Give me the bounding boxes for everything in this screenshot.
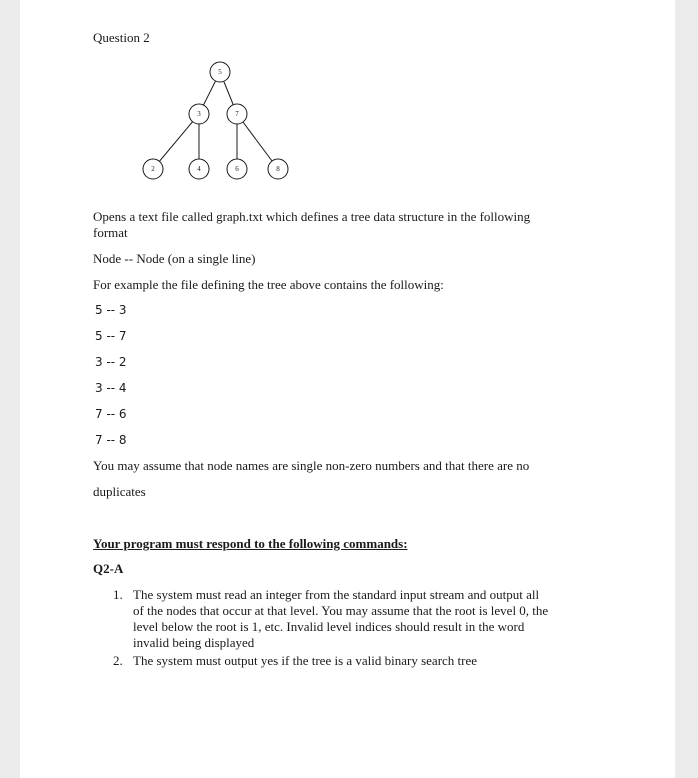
file-line: 3 -- 4 [95, 381, 127, 395]
tree-node-label: 7 [235, 110, 239, 118]
intro-text-line: format [93, 225, 128, 240]
document-page [20, 0, 675, 778]
assumption-text-line: You may assume that node names are single non-zero numbers and that there are no [93, 458, 530, 473]
commands-heading: Your program must respond to the following commands: [93, 536, 408, 551]
question-title: Question 2 [93, 30, 150, 45]
list-item-number: 2. [113, 653, 123, 668]
tree-node-label: 3 [197, 110, 201, 118]
tree-node-label: 4 [197, 165, 201, 173]
example-intro: For example the file defining the tree above contains the following: [93, 277, 444, 292]
list-item [113, 653, 603, 669]
list-item-line: The system must output yes if the tree is a valid binary search tree [133, 653, 478, 668]
assumption-text-line: duplicates [93, 484, 146, 499]
file-line: 5 -- 7 [95, 329, 127, 343]
file-line: 7 -- 6 [95, 407, 127, 421]
tree-node-label: 8 [276, 165, 280, 173]
tree-diagram [120, 50, 300, 195]
list-item-line: invalid being displayed [133, 635, 255, 650]
section-label: Q2-A [93, 561, 124, 576]
list-item-line: of the nodes that occur at that level. You may assume that the root is level 0, the [133, 603, 549, 618]
list-item [113, 587, 603, 651]
requirements-list [113, 587, 603, 671]
list-item-number: 1. [113, 587, 123, 602]
tree-edge [153, 114, 199, 169]
list-item-line: The system must read an integer from the standard input stream and output all [133, 587, 540, 602]
file-line: 5 -- 3 [95, 303, 127, 317]
tree-node-label: 5 [218, 68, 222, 76]
tree-node-label: 2 [151, 165, 155, 173]
tree-node-label: 6 [235, 165, 239, 173]
file-line: 7 -- 8 [95, 433, 127, 447]
file-line: 3 -- 2 [95, 355, 127, 369]
list-item-line: level below the root is 1, etc. Invalid level indices should result in the word [133, 619, 525, 634]
intro-text-line: Opens a text file called graph.txt which defines a tree data structure in the following [93, 209, 531, 224]
format-description: Node -- Node (on a single line) [93, 251, 256, 266]
